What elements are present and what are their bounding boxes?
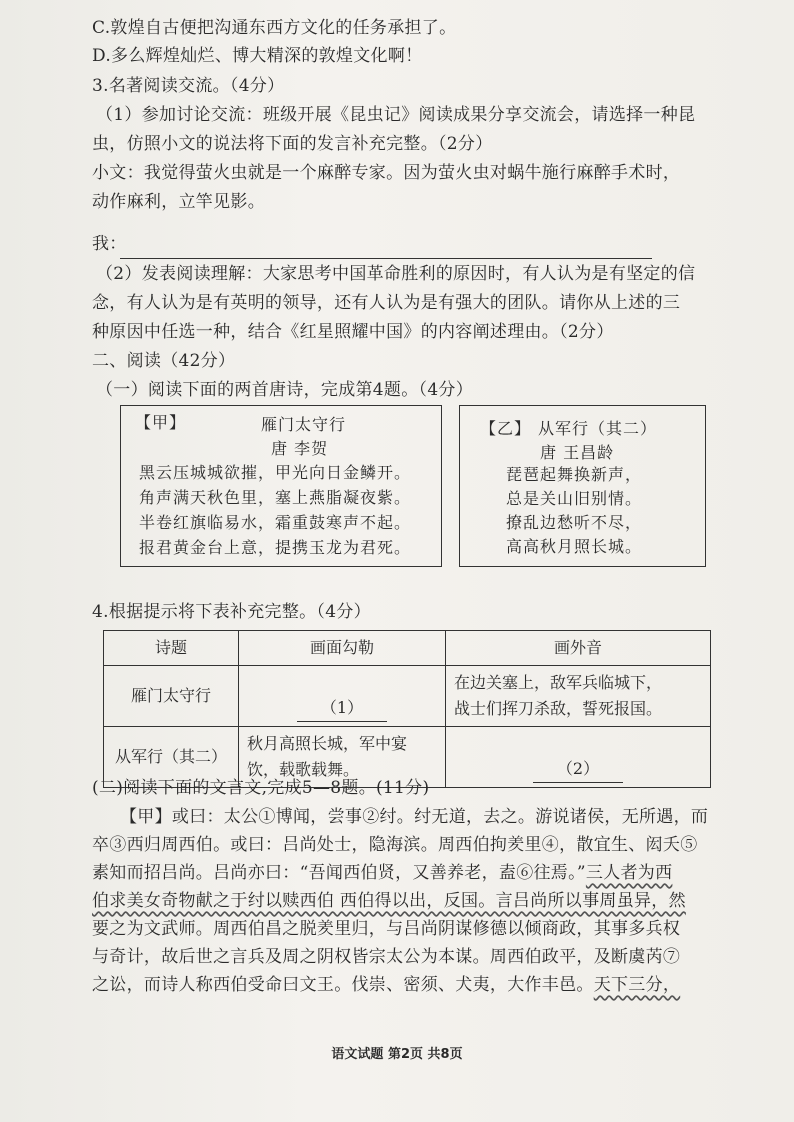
xiaowen-line2: 动作麻利，立竿见影。 <box>92 192 265 212</box>
classical-text-line: 【甲】或曰：太公①博闻，尝事②纣。纣无道，去之。游说诸侯，无所遇，而 <box>120 807 709 827</box>
row2-voice-cell[interactable] <box>446 727 711 788</box>
q4-title: 4.根据提示将下表补充完整。（4分） <box>92 602 371 622</box>
poem-b-title: 从军行（其二） <box>538 419 658 438</box>
wavy-underline-text: 三人者为西 <box>585 863 673 883</box>
header-voice: 画外音 <box>446 631 711 666</box>
q3-part2-line2: 念，有人认为是有英明的领导，还有人认为是有强大的团队。请你从上述的三 <box>92 293 681 313</box>
q3-part1-line2: 虫，仿照小文的说法将下面的发言补充完整。（2分） <box>92 134 493 154</box>
row1-title: 雁门太守行 <box>104 666 239 727</box>
option-d: D.多么辉煌灿烂、博大精深的敦煌文化啊！ <box>92 46 423 66</box>
answer-blank-line[interactable] <box>120 258 652 259</box>
poem-a-tag: 【甲】 <box>135 413 187 432</box>
row1-voice-line1: 在边关塞上，敌军兵临城下， <box>454 673 663 692</box>
poem-a-author: 唐 李贺 <box>271 439 329 458</box>
poem-b-line: 撩乱边愁听不尽， <box>506 513 643 532</box>
row1-voice-line2: 战士们挥刀杀敌，誓死报国。 <box>454 699 663 718</box>
poem-b-line: 高高秋月照长城。 <box>506 537 643 556</box>
classical-text-segment: 素知而招吕尚。吕尚亦曰：“吾闻西伯贤，又善养老，盍⑥往焉。” <box>92 863 586 883</box>
table-row <box>104 666 711 727</box>
poem-a-line: 报君黄金台上意，提携玉龙为君死。 <box>139 538 412 557</box>
row1-scene-blank[interactable]: （1） <box>297 695 387 722</box>
poem-b-line: 总是关山旧别情。 <box>506 489 643 508</box>
poem-b-line: 琵琶起舞换新声， <box>506 465 643 484</box>
classical-text-segment: 之讼，而诗人称西伯受命曰文王。伐崇、密须、犬夷，大作丰邑。 <box>92 975 594 995</box>
row1-scene-cell[interactable] <box>239 666 446 727</box>
q3-title: 3.名著阅读交流。（4分） <box>92 76 285 96</box>
row1-voice-cell <box>446 666 711 727</box>
classical-text-line <box>92 861 672 885</box>
classical-text-line: 要之为文武师。周西伯昌之脱羑里归，与吕尚阴谋修德以倾商政，其事多兵权 <box>92 919 681 939</box>
poem-b-author: 唐 王昌龄 <box>540 443 615 462</box>
header-poem-title: 诗题 <box>104 631 239 666</box>
row2-scene-line2: 饮，载歌载舞。 <box>247 760 360 779</box>
wavy-underline-text: 伯求美女奇物献之于纣以赎西伯 西伯得以出，反国。言吕尚所以事周虽异，然 <box>92 891 686 911</box>
poem-b-tag: 【乙】 <box>480 419 532 438</box>
q3-part2-line3: 种原因中任选一种，结合《红星照耀中国》的内容阐述理由。（2分） <box>92 322 614 342</box>
poem-a-line: 半卷红旗临易水，霜重鼓寒声不起。 <box>139 513 412 532</box>
row2-scene-line1: 秋月高照长城，军中宴 <box>247 734 408 753</box>
xiaowen-line1: 小文：我觉得萤火虫就是一个麻醉专家。因为萤火虫对蜗牛施行麻醉手术时， <box>92 163 681 183</box>
classical-text-line: 卒③西归周西伯。或曰：吕尚处士，隐海滨。周西伯拘羑里④，散宜生、闳夭⑤ <box>92 835 698 855</box>
row2-title: 从军行（其二） <box>104 727 239 788</box>
table-header-row <box>104 631 711 666</box>
poem-a-line: 黑云压城城欲摧，甲光向日金鳞开。 <box>139 463 412 482</box>
poem-b-box <box>459 405 706 567</box>
page-footer: 语文试题 第2页 共8页 <box>331 1047 463 1062</box>
part1-title: （一）阅读下面的两首唐诗，完成第4题。（4分） <box>96 380 474 400</box>
classical-text-line <box>92 973 680 997</box>
section2-title: 二、阅读（42分） <box>92 351 236 371</box>
q3-part1-line1: （1）参加讨论交流：班级开展《昆虫记》阅读成果分享交流会，请选择一种昆 <box>96 105 696 125</box>
poem-a-title: 雁门太守行 <box>261 415 347 434</box>
option-c: C.敦煌自古便把沟通东西方文化的任务承担了。 <box>92 18 457 38</box>
classical-text-line: 与奇计，故后世之言兵及周之阴权皆宗太公为本谋。周西伯政平，及断虞芮⑦ <box>92 947 681 967</box>
q3-part2-line1: （2）发表阅读理解：大家思考中国革命胜利的原因时，有人认为是有坚定的信 <box>96 264 696 284</box>
part2-title: (二)阅读下面的文言文,完成5—8题。(11分) <box>92 778 430 798</box>
wavy-underline-text: 天下三分， <box>593 975 681 995</box>
header-scene: 画面勾勒 <box>239 631 446 666</box>
classical-text-line <box>92 889 686 913</box>
poem-a-line: 角声满天秋色里，塞上燕脂凝夜紫。 <box>139 488 412 507</box>
q4-table <box>103 630 711 788</box>
poem-a-box <box>120 405 442 567</box>
me-label: 我： <box>92 234 127 254</box>
row2-voice-blank[interactable]: （2） <box>533 756 623 783</box>
